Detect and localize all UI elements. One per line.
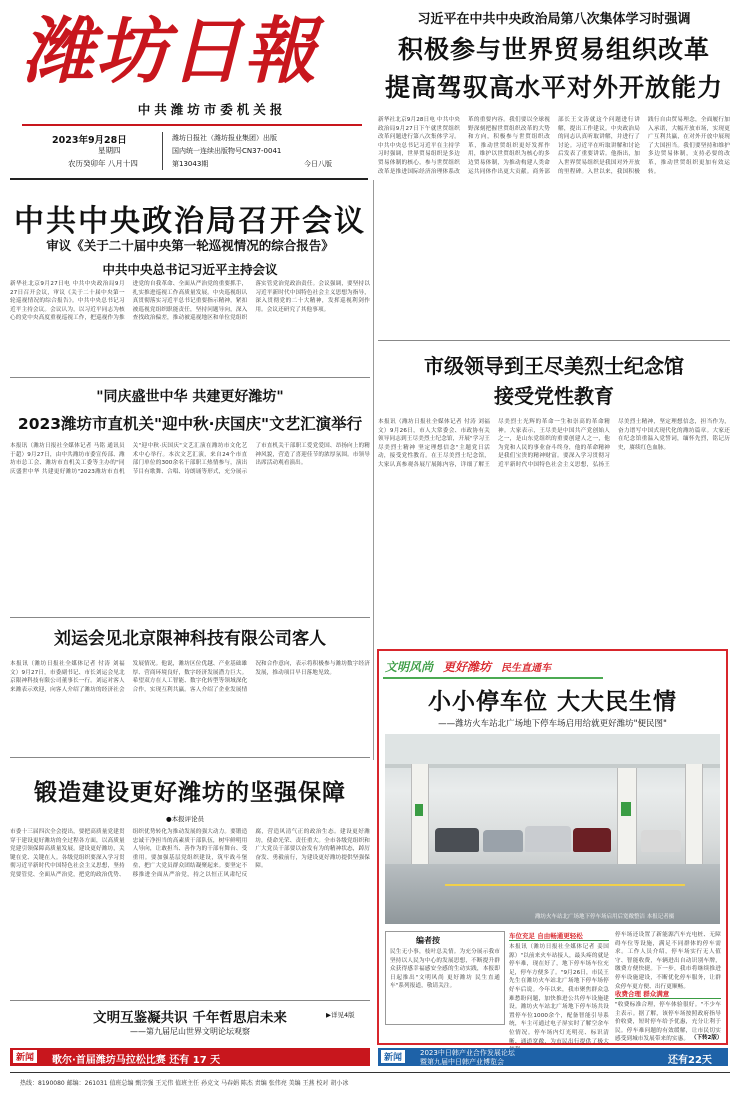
feature-body-2: 停车场还设置了新能源汽车充电桩、无障碍车位等设施，满足不同群体的停车需求。工作人员介绍，停车场实行无人值守、智能收费，车辆进出自动识别车牌，缴费方便快捷。下一步，我市将继续推进停车设施建设，不断优化停车服务，让群众停车更方便、出行更顺畅。 <box>615 932 721 990</box>
commentary-byline: 本报评论员 <box>171 815 205 823</box>
masthead-subtitle: 中共潍坊市委机关报 <box>137 102 287 117</box>
memorial-title: 市级领导到王尽美烈士纪念馆 <box>424 354 684 378</box>
forum-title: 文明互鉴凝共识 千年哲思启未来 <box>93 1010 287 1026</box>
editor-note <box>385 931 505 1025</box>
culture-title: 2023潍坊市直机关"迎中秋·庆国庆"文艺汇演举行 <box>17 415 363 433</box>
politburo-title: 中共中央政治局召开会议 <box>14 204 366 239</box>
bullet-icon: ● <box>166 815 172 823</box>
lead-title-1: 积极参与世界贸易组织改革 <box>397 35 710 64</box>
banner-logo: 文明风尚 <box>385 660 434 674</box>
lead-story <box>378 8 730 348</box>
meeting-title: 刘运会见北京限神科技有限公司客人 <box>54 629 326 649</box>
politburo-body: 新华社北京9月27日电 中共中央政治局9月27日召开会议，审议《关于二十届中央第一轮巡视情况的综合报告》。中共中央总书记习近平主持会议。会议认为，以习近平同志为核心的党中央高度重视巡视工作，把巡视作为推进党的自我革命、全面从严治党的重要抓手，扎实推进巡视工作高质量发展。中央巡视组认真贯彻落实习近平总书记重要指示精神，紧扣被巡视党组织职能责任，坚持问题导向，深入查找政治偏差，推动被巡视地区和单位党组织落实管党治党政治责任。会议强调，要坚持以习近平新时代中国特色社会主义思想为指导，深入贯彻党的二十大精神，发挥巡视利剑作用。会议还研究了其他事项。 <box>10 281 370 322</box>
lead-kicker: 习近平在中共中央政治局第八次集体学习时强调 <box>417 12 691 27</box>
banner-slogan: 更好潍坊 <box>443 660 492 674</box>
memorial-title-2: 接受党性教育 <box>494 384 614 408</box>
feature-deck: ——潍坊火车站北广场地下停车场启用给就更好潍坊"便民图" <box>438 719 667 729</box>
issue-lunar: 农历癸卯年 八月十四 <box>68 159 138 168</box>
feature-subhead-3: 收费合理 群众满意 <box>615 989 721 999</box>
ticker-text: 歌尔·首届潍坊马拉松比赛 还有 17 天 <box>52 1055 221 1066</box>
memorial-story <box>378 340 730 650</box>
issue-number: 第13043期 <box>172 160 209 168</box>
feature-subhead-1: 车位充足 自由畅通更轻松 <box>509 931 609 941</box>
editor-label: 编者按 <box>416 936 440 945</box>
feature-box <box>377 649 728 1045</box>
forum-more-link[interactable]: ▶详见4版 <box>326 1011 355 1019</box>
lead-body: 新华社北京9月28日电 中共中央政治局9月27日下午就世贸组织改革问题进行第八次集体学习。中共中央总书记习近平在主持学习时强调，世界贸易组织是多边贸易体制的核心，参与世贸组织改革是推进国际经济治理体系改革的重要内容。我们要以全球视野深刻把握世贸组织改革的大势和方向，积极参与世贸组织改革，推动世贸组织更好发挥作用，维护以世贸组织为核心的多边贸易体制，为推动构建人类命运共同体作出更大贡献。商务部部长王文涛就这个问题进行讲解，提出工作建议。中央政治局的同志认真听取讲解，并进行了讨论。习近平在听取讲解和讨论后发表了重要讲话。他指出，加入世界贸易组织是我国对外开放的里程碑。入世以来，我国积极践行自由贸易理念，全面履行加入承诺，大幅开放市场，实现更广互利共赢，在对外开放中展现了大国担当。我们要坚持和维护多边贸易体制，支持必要的改革，推动世贸组织更加有效运转。 <box>378 117 730 175</box>
ticker-badge: 新闻 <box>13 1050 37 1063</box>
politburo-story <box>10 180 370 376</box>
commentary <box>10 760 370 998</box>
meeting-story <box>10 620 370 754</box>
feature-body-1: 本报讯（潍坊日报社全媒体记者 姜国源）"以前来火车站接人，最头疼的就是停车难，现在好了，地下停车场车位充足，停车方便多了。"9月26日，市民王先生在潍坊火车站北广场地下停车场停好车后说。今年以来，我市聚焦群众急难愁盼问题，加快推进公共停车设施建设。潍坊火车站北广场地下停车场共设置停车位1000余个，配备智能引导系统，车主可通过电子屏实时了解空余车位情况。停车场内灯光明亮、标识清晰、通道宽敞，为市民出行提供了极大 <box>509 944 609 1045</box>
cn-number: 国内统一连续出版物号CN37-0041 <box>172 147 282 155</box>
issue-date: 2023年9月28日 <box>52 135 127 146</box>
banner-tag: 民生直通车 <box>501 663 551 674</box>
ticker-marathon[interactable] <box>10 1048 370 1066</box>
culture-kicker: "同庆盛世中华 共建更好潍坊" <box>96 389 284 405</box>
photo-caption: 潍坊火车站北广场地下停车场启用后宽敞整洁 本报记者摄 <box>535 914 675 920</box>
politburo-subtitle: 审议《关于二十届中央第一轮巡视情况的综合报告》 <box>46 238 334 253</box>
memorial-body: 本报讯（潍坊日报社全媒体记者 付涛 刘福文）9月26日，市人大常委会、市政协有关领导同志到王尽美烈士纪念馆，开展"学习王尽美烈士精神 坚定理想信念"主题党日活动，接受党性教育。在王尽美烈士纪念馆，大家认真参观各展厅展陈内容，详细了解王尽美烈士光辉的革命一生和崇高的革命精神。大家表示，王尽美是中国共产党创始人之一，是山东党组织的重要创建人之一，他为党和人民的事业奋斗终身，他的革命精神是我们宝贵的精神财富。要深入学习贯彻习近平新时代中国特色社会主义思想，弘扬王尽美烈士精神，坚定理想信念，担当作为，奋力谱写中国式现代化的潍坊篇章。大家还在纪念馆重温入党誓词，缅怀先烈，铭记历史，赓续红色血脉。 <box>378 419 730 468</box>
page-count: 今日八版 <box>304 160 332 168</box>
ticker-badge: 新闻 <box>381 1050 405 1063</box>
culture-story <box>10 380 370 616</box>
footer: 热线：8190080 邮编：261031 值班总编 甄宗强 王元伟 值班主任 孙克文 马春娟 陈杰 责编 张伟亮 美编 王燕 校对 胡小冰 <box>20 1080 349 1087</box>
parking-photo <box>385 734 720 924</box>
meeting-body: 本报讯（潍坊日报社全媒体记者 付涛 刘福文）9月27日，市委副书记、市长刘运会见北京限神科技有限公司董事长一行。刘运对客人来潍表示欢迎，向客人介绍了潍坊的经济社会发展情况。他说，潍坊区位优越、产业基础雄厚、营商环境良好，数字经济发展潜力巨大。希望双方在人工智能、数字化转型等领域深化合作，实现互利共赢。客人介绍了企业发展情况和合作意向，表示将积极参与潍坊数字经济发展，推动项目早日落地见效。 <box>10 661 370 693</box>
feature-banner <box>383 656 613 676</box>
forum-deck: ——第九届尼山世界文明论坛观察 <box>130 1027 250 1036</box>
feature-title: 小小停车位 大大民生情 <box>427 689 677 715</box>
lead-title-2: 提高驾驭高水平对外开放能力 <box>384 73 723 102</box>
ticker-text-1: 2023中日韩产业合作发展论坛 <box>420 1049 515 1057</box>
feature-body-3: "收费标准合理，停车体验很好。"不少车主表示。据了解，该停车场按照政府指导价收费，短时停车给予优惠，充分让利于民。停车难问题的有效缓解，让市民切实感受到城市发展带来的实惠。 <box>615 1002 721 1043</box>
culture-body: 本报讯（潍坊日报社全媒体记者 马铭 通讯员 于超）9月27日，由中共潍坊市委宣传部、潍坊市总工会、潍坊市直机关工委等主办的"同庆盛世中华 共建更好潍坊"2023潍坊市直机关"迎中秋·庆国庆"文艺汇演在潍坊市文化艺术中心举行。本次文艺汇演，来自24个市直部门单位的300余名干部职工热情参与，演出节目有歌舞、合唱、诗朗诵等形式，充分展示了市直机关干部职工爱党爱国、昂扬向上的精神风貌，营造了喜迎佳节的浓厚氛围。市领导出席活动观看演出。 <box>10 443 370 475</box>
ticker-text-2: 暨第九届中日韩产业博览会 <box>420 1058 504 1066</box>
issue-weekday: 星期四 <box>98 146 121 155</box>
masthead-title: 潍坊日報 <box>22 8 319 93</box>
commentary-body: 市委十三届四次全会提出，要把高质量党建贯穿于建设更好潍坊的全过程各方面，以高质量党建引领保障高质量发展。建设更好潍坊，关键在党、关键在人。各级党组织要深入学习贯彻习近平新时代中国特色社会主义思想，坚持党要管党、全面从严治党，把党的政治优势、组织优势转化为推动发展的强大动力。要锻造忠诚干净担当的高素质干部队伍，树牢鲜明用人导向，让敢担当、善作为的干部有舞台、受重用。要加强基层党组织建设，筑牢战斗堡垒，把广大党员群众团结凝聚起来。要坚定不移推进全面从严治党，持之以恒正风肃纪反腐，营造风清气正的政治生态。建设更好潍坊，使命光荣、责任重大。全市各级党组织和广大党员干部要以奋发有为的精神状态，踔厉奋发、勇毅前行，为建设更好潍坊提供坚强保障。 <box>10 829 370 878</box>
publisher: 潍坊日报社（潍坊报业集团）出版 <box>172 134 277 142</box>
ticker-days: 还有22天 <box>668 1055 712 1066</box>
masthead <box>22 8 366 178</box>
triangle-right-icon: ▶ <box>326 1011 331 1019</box>
feature-continued: （下转2版） <box>691 1035 723 1041</box>
commentary-title: 锻造建设更好潍坊的坚强保障 <box>34 780 346 806</box>
ticker-forum[interactable] <box>378 1048 728 1066</box>
editor-text: 民生无小事，枝叶总关情。为充分展示我市坚持以人民为中心的发展思想，不断提升群众获得感幸福感安全感的生动实践，本报即日起推出"文明风尚 更好潍坊 民生直通车"系列报道，敬请关注。 <box>390 949 500 990</box>
forum-teaser <box>10 1002 370 1046</box>
politburo-deck: 中共中央总书记习近平主持会议 <box>102 262 278 277</box>
